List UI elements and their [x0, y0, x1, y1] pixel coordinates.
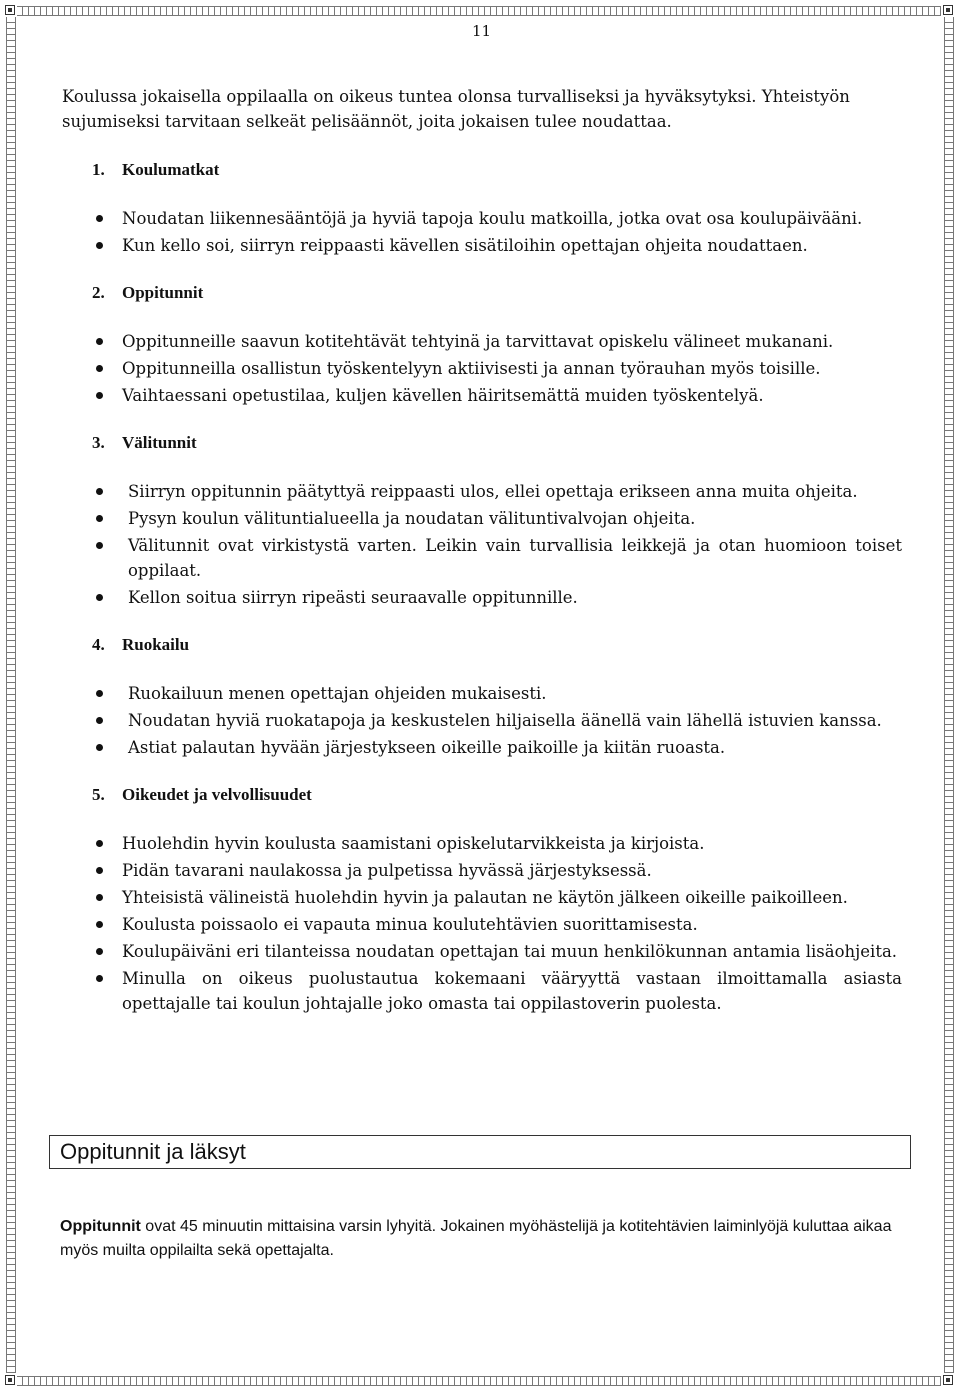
section-3 — [62, 430, 902, 610]
list-item: Välitunnit ovat virkistystä varten. Leikin vain turvallisia leikkejä ja otan huomioon toiset oppilaat. — [62, 533, 902, 583]
page-border-left — [6, 16, 16, 1374]
closing-lead: Oppitunnit — [60, 1218, 141, 1235]
document-body — [62, 84, 902, 1038]
list-item: Pysyn koulun välituntialueella ja noudatan välituntivalvojan ohjeita. — [62, 506, 902, 531]
corner-ornament-icon — [941, 3, 955, 17]
bullet-icon — [96, 594, 103, 601]
list-item: Koulupäiväni eri tilanteissa noudatan opettajan tai muun henkilökunnan antamia lisäohjeita. — [62, 939, 902, 964]
section-heading — [92, 430, 902, 455]
section-heading — [92, 632, 902, 657]
intro-paragraph: Koulussa jokaisella oppilaalla on oikeus tuntea olonsa turvalliseksi ja hyväksytyksi. Yhteistyön sujumiseksi tarvitaan selkeät pelisäännöt, joita jokaisen tulee noudattaa. — [62, 87, 850, 131]
bullet-icon — [96, 717, 103, 724]
section-number: 2. — [92, 283, 105, 302]
list-item: Koulusta poissaolo ei vapauta minua koulutehtävien suorittamisesta. — [62, 912, 902, 937]
corner-ornament-icon — [941, 1373, 955, 1387]
corner-ornament-icon — [3, 1373, 17, 1387]
page-border-right — [944, 16, 954, 1374]
bullet-icon — [96, 690, 103, 697]
list-item: Pidän tavarani naulakossa ja pulpetissa hyvässä järjestyksessä. — [62, 858, 902, 883]
bullet-list — [62, 831, 902, 1016]
section-number: 4. — [92, 635, 105, 654]
bullet-icon — [96, 921, 103, 928]
page-border-bottom — [16, 1376, 944, 1386]
section-title: Koulumatkat — [122, 160, 220, 179]
list-item: Noudatan hyviä ruokatapoja ja keskustelen hiljaisella äänellä vain lähellä istuvien kanssa. — [62, 708, 902, 733]
bullet-icon — [96, 894, 103, 901]
boxed-heading: Oppitunnit ja läksyt — [49, 1135, 911, 1169]
bullet-icon — [96, 338, 103, 345]
bullet-icon — [96, 744, 103, 751]
list-item: Huolehdin hyvin koulusta saamistani opiskelutarvikkeista ja kirjoista. — [62, 831, 902, 856]
bullet-icon — [96, 948, 103, 955]
section-heading — [92, 782, 902, 807]
section-5 — [62, 782, 902, 1016]
bullet-list — [62, 206, 902, 258]
bullet-icon — [96, 542, 103, 549]
page-number: 11 — [472, 22, 492, 40]
bullet-icon — [96, 215, 103, 222]
list-item: Astiat palautan hyvään järjestykseen oikeille paikoille ja kiitän ruoasta. — [62, 735, 902, 760]
bullet-icon — [96, 488, 103, 495]
list-item: Oppitunneilla osallistun työskentelyyn aktiivisesti ja annan työrauhan myös toisille. — [62, 356, 902, 381]
closing-paragraph — [60, 1215, 900, 1263]
section-number: 3. — [92, 433, 105, 452]
section-title: Välitunnit — [122, 433, 197, 452]
list-item: Oppitunneille saavun kotitehtävät tehtyinä ja tarvittavat opiskelu välineet mukanani. — [62, 329, 902, 354]
list-item: Noudatan liikennesääntöjä ja hyviä tapoja koulu matkoilla, jotka ovat osa koulupäivääni. — [62, 206, 902, 231]
list-item: Kun kello soi, siirryn reippaasti kävellen sisätiloihin opettajan ohjeita noudattaen. — [62, 233, 902, 258]
list-item: Kellon soitua siirryn ripeästi seuraavalle oppitunnille. — [62, 585, 902, 610]
section-2 — [62, 280, 902, 408]
list-item: Yhteisistä välineistä huolehdin hyvin ja palautan ne käytön jälkeen oikeille paikoilleen. — [62, 885, 902, 910]
section-title: Ruokailu — [122, 635, 190, 654]
bullet-icon — [96, 242, 103, 249]
list-item: Vaihtaessani opetustilaa, kuljen kävellen häiritsemättä muiden työskentelyä. — [62, 383, 902, 408]
corner-ornament-icon — [3, 3, 17, 17]
section-number: 5. — [92, 785, 105, 804]
section-heading — [92, 157, 902, 182]
section-title: Oikeudet ja velvollisuudet — [122, 785, 312, 804]
bullet-list — [62, 479, 902, 610]
bullet-icon — [96, 975, 103, 982]
bullet-icon — [96, 392, 103, 399]
list-item: Ruokailuun menen opettajan ohjeiden mukaisesti. — [62, 681, 902, 706]
bullet-icon — [96, 840, 103, 847]
closing-text: ovat 45 minuutin mittaisina varsin lyhyitä. Jokainen myöhästelijä ja kotitehtävien laiminlyöjä kuluttaa aikaa myös muilta oppilailta sekä opettajalta. — [60, 1218, 892, 1259]
bullet-icon — [96, 867, 103, 874]
bullet-icon — [96, 515, 103, 522]
page-border-top — [16, 6, 944, 16]
bullet-icon — [96, 365, 103, 372]
section-heading — [92, 280, 902, 305]
list-item: Siirryn oppitunnin päätyttyä reippaasti ulos, ellei opettaja erikseen anna muita ohjeita. — [62, 479, 902, 504]
section-number: 1. — [92, 160, 105, 179]
list-item: Minulla on oikeus puolustautua kokemaani vääryyttä vastaan ilmoittamalla asiasta opettajalle tai koulun johtajalle joko omasta tai oppilastoverin puolesta. — [62, 966, 902, 1016]
bullet-list — [62, 681, 902, 760]
section-1 — [62, 157, 902, 258]
section-4 — [62, 632, 902, 760]
section-title: Oppitunnit — [122, 283, 204, 302]
bullet-list — [62, 329, 902, 408]
